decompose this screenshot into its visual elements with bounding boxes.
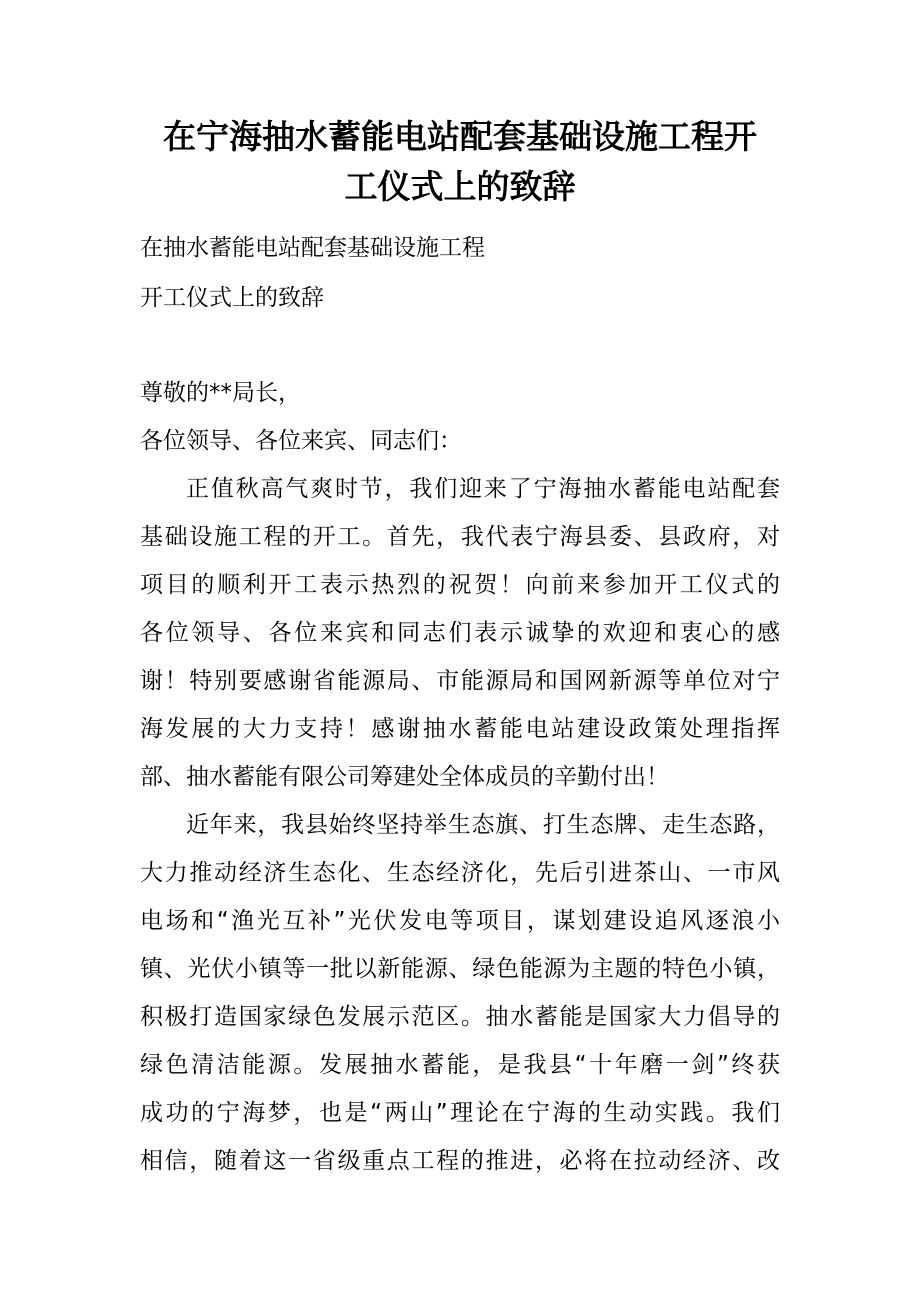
subtitle-line-2: 开工仪式上的致辞 xyxy=(140,285,324,311)
paragraph-1-line: 部、抽水蓄能有限公司筹建处全体成员的辛勤付出！ xyxy=(140,764,669,790)
paragraph-2-line: 积极打造国家绿色发展示范区。抽水蓄能是国家大力倡导的 xyxy=(140,1004,780,1030)
document-title-line-2: 工仪式上的致辞 xyxy=(344,167,576,206)
paragraph-1-line: 正值秋高气爽时节，我们迎来了宁海抽水蓄能电站配套 xyxy=(186,476,780,502)
paragraph-2-line: 电场和“渔光互补”光伏发电等项目，谋划建设追风逐浪小 xyxy=(140,908,780,934)
paragraph-2-line: 大力推动经济生态化、生态经济化，先后引进茶山、一市风 xyxy=(140,860,780,886)
salutation-line-1: 尊敬的**局长， xyxy=(140,380,301,406)
salutation-line-2: 各位领导、各位来宾、同志们： xyxy=(140,428,462,454)
paragraph-1-line: 基础设施工程的开工。首先，我代表宁海县委、县政府，对 xyxy=(140,524,780,550)
paragraph-2-line: 绿色清洁能源。发展抽水蓄能，是我县“十年磨一剑”终获 xyxy=(140,1052,780,1078)
paragraph-1-line: 谢！特别要感谢省能源局、市能源局和国网新源等单位对宁 xyxy=(140,668,780,694)
subtitle-line-1: 在抽水蓄能电站配套基础设施工程 xyxy=(140,235,485,261)
paragraph-1-line: 项目的顺利开工表示热烈的祝贺！向前来参加开工仪式的 xyxy=(140,572,780,598)
document-title-line-1: 在宁海抽水蓄能电站配套基础设施工程开 xyxy=(163,117,757,156)
paragraph-1-line: 海发展的大力支持！感谢抽水蓄能电站建设政策处理指挥 xyxy=(140,716,780,742)
paragraph-2-line: 近年来，我县始终坚持举生态旗、打生态牌、走生态路， xyxy=(186,812,780,838)
paragraph-2-line: 相信，随着这一省级重点工程的推进，必将在拉动经济、改 xyxy=(140,1148,780,1174)
paragraph-2-line: 成功的宁海梦，也是“两山”理论在宁海的生动实践。我们 xyxy=(140,1100,780,1126)
paragraph-1-line: 各位领导、各位来宾和同志们表示诚挚的欢迎和衷心的感 xyxy=(140,620,780,646)
paragraph-2-line: 镇、光伏小镇等一批以新能源、绿色能源为主题的特色小镇， xyxy=(140,956,780,982)
